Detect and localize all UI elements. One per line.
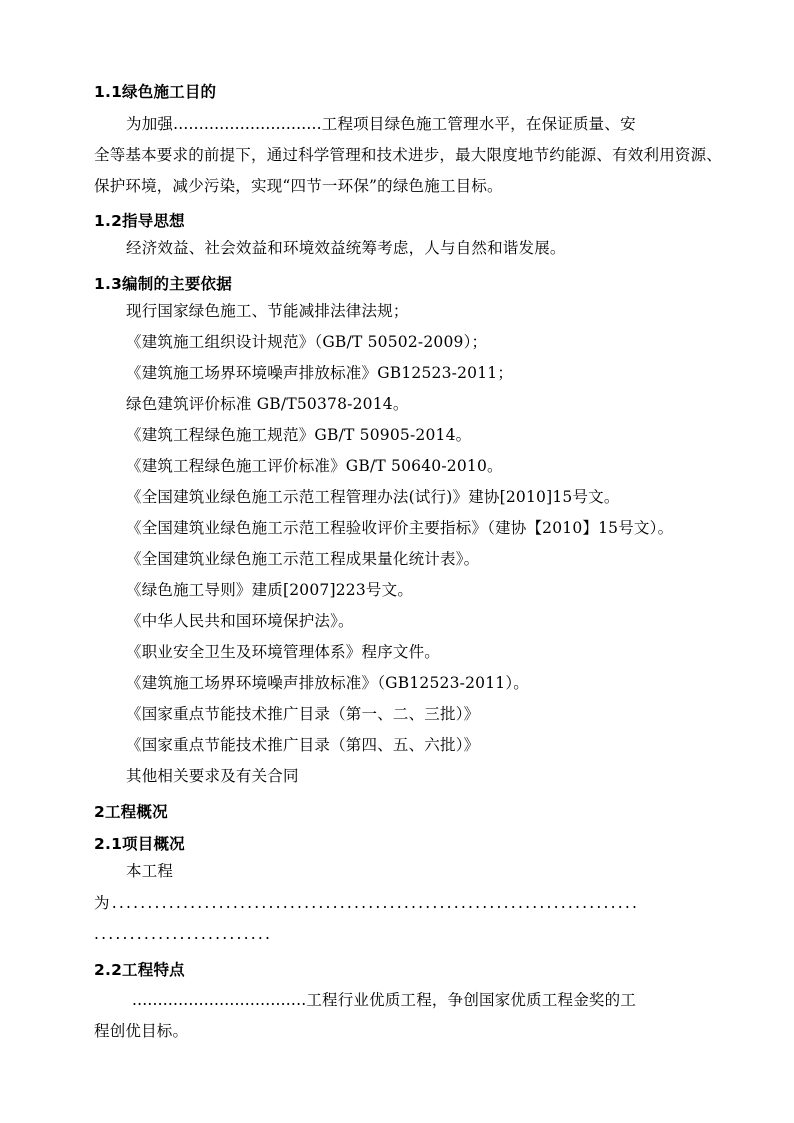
section-1-1-heading: 1.1绿色施工目的: [94, 83, 217, 101]
section-1-2-line-1: 经济效益、社会效益和环境效益统筹考虑，人与自然和谐发展。: [126, 239, 566, 257]
section-2-2-line-2: 程创优目标。: [94, 1022, 189, 1040]
section-2-heading: 2工程概况: [94, 803, 168, 821]
basis-list-item: 《中华人民共和国环境保护法》。: [126, 612, 354, 630]
basis-list-item: 《全国建筑业绿色施工示范工程成果量化统计表》。: [126, 550, 480, 568]
basis-list-item: 《建筑工程绿色施工规范》GB/T 50905-2014。: [126, 426, 472, 444]
section-1-1-line-3: 保护环境，减少污染，实现“四节一环保”的绿色施工目标。: [94, 177, 503, 195]
section-1-1-line-1: 为加强.............................工程项目绿色施工管理水平，在保证质量、安: [126, 115, 636, 133]
section-1-3-heading: 1.3编制的主要依据: [94, 275, 232, 293]
section-2-1-heading: 2.1项目概况: [94, 835, 185, 853]
section-1-1-line-2: 全等基本要求的前提下，通过科学管理和技术进步，最大限度地节约能源、有效利用资源、: [94, 146, 723, 164]
section-2-1-line-3: .........................: [94, 925, 273, 943]
section-2-1-line-2: 为..........................................................................: [94, 894, 640, 912]
basis-list-item: 《建筑施工场界环境噪声排放标准》（GB12523-2011）。: [126, 674, 529, 692]
basis-list-item: 《建筑施工组织设计规范》（GB/T 50502-2009）；: [126, 333, 488, 351]
basis-list-item: 《国家重点节能技术推广目录（第一、二、三批）》: [126, 705, 480, 723]
basis-list-item: 现行国家绿色施工、节能减排法律法规；: [126, 302, 409, 320]
basis-list-item: 《建筑工程绿色施工评价标准》GB/T 50640-2010。: [126, 457, 503, 475]
section-2-2-heading: 2.2工程特点: [94, 961, 185, 979]
basis-list-item: 《全国建筑业绿色施工示范工程验收评价主要指标》（建协【2010】15号文）。: [126, 519, 674, 537]
basis-list-item: 其他相关要求及有关合同: [126, 767, 299, 785]
basis-list-item: 绿色建筑评价标准 GB/T50378-2014。: [126, 395, 409, 413]
section-1-2-heading: 1.2指导思想: [94, 212, 185, 230]
basis-list-item: 《国家重点节能技术推广目录（第四、五、六批）》: [126, 736, 480, 754]
basis-list-item: 《全国建筑业绿色施工示范工程管理办法(试行)》建协[2010]15号文。: [126, 488, 620, 506]
section-2-1-line-1: 本工程: [126, 862, 174, 880]
basis-list-item: 《绿色施工导则》建质[2007]223号文。: [126, 581, 414, 599]
section-2-2-line-1: ..................................工程行业优质工程，争创国家优质工程金奖的工: [132, 991, 637, 1009]
basis-list-item: 《职业安全卫生及环境管理体系》程序文件。: [126, 643, 441, 661]
basis-list-item: 《建筑施工场界环境噪声排放标准》GB12523-2011；: [126, 364, 514, 382]
